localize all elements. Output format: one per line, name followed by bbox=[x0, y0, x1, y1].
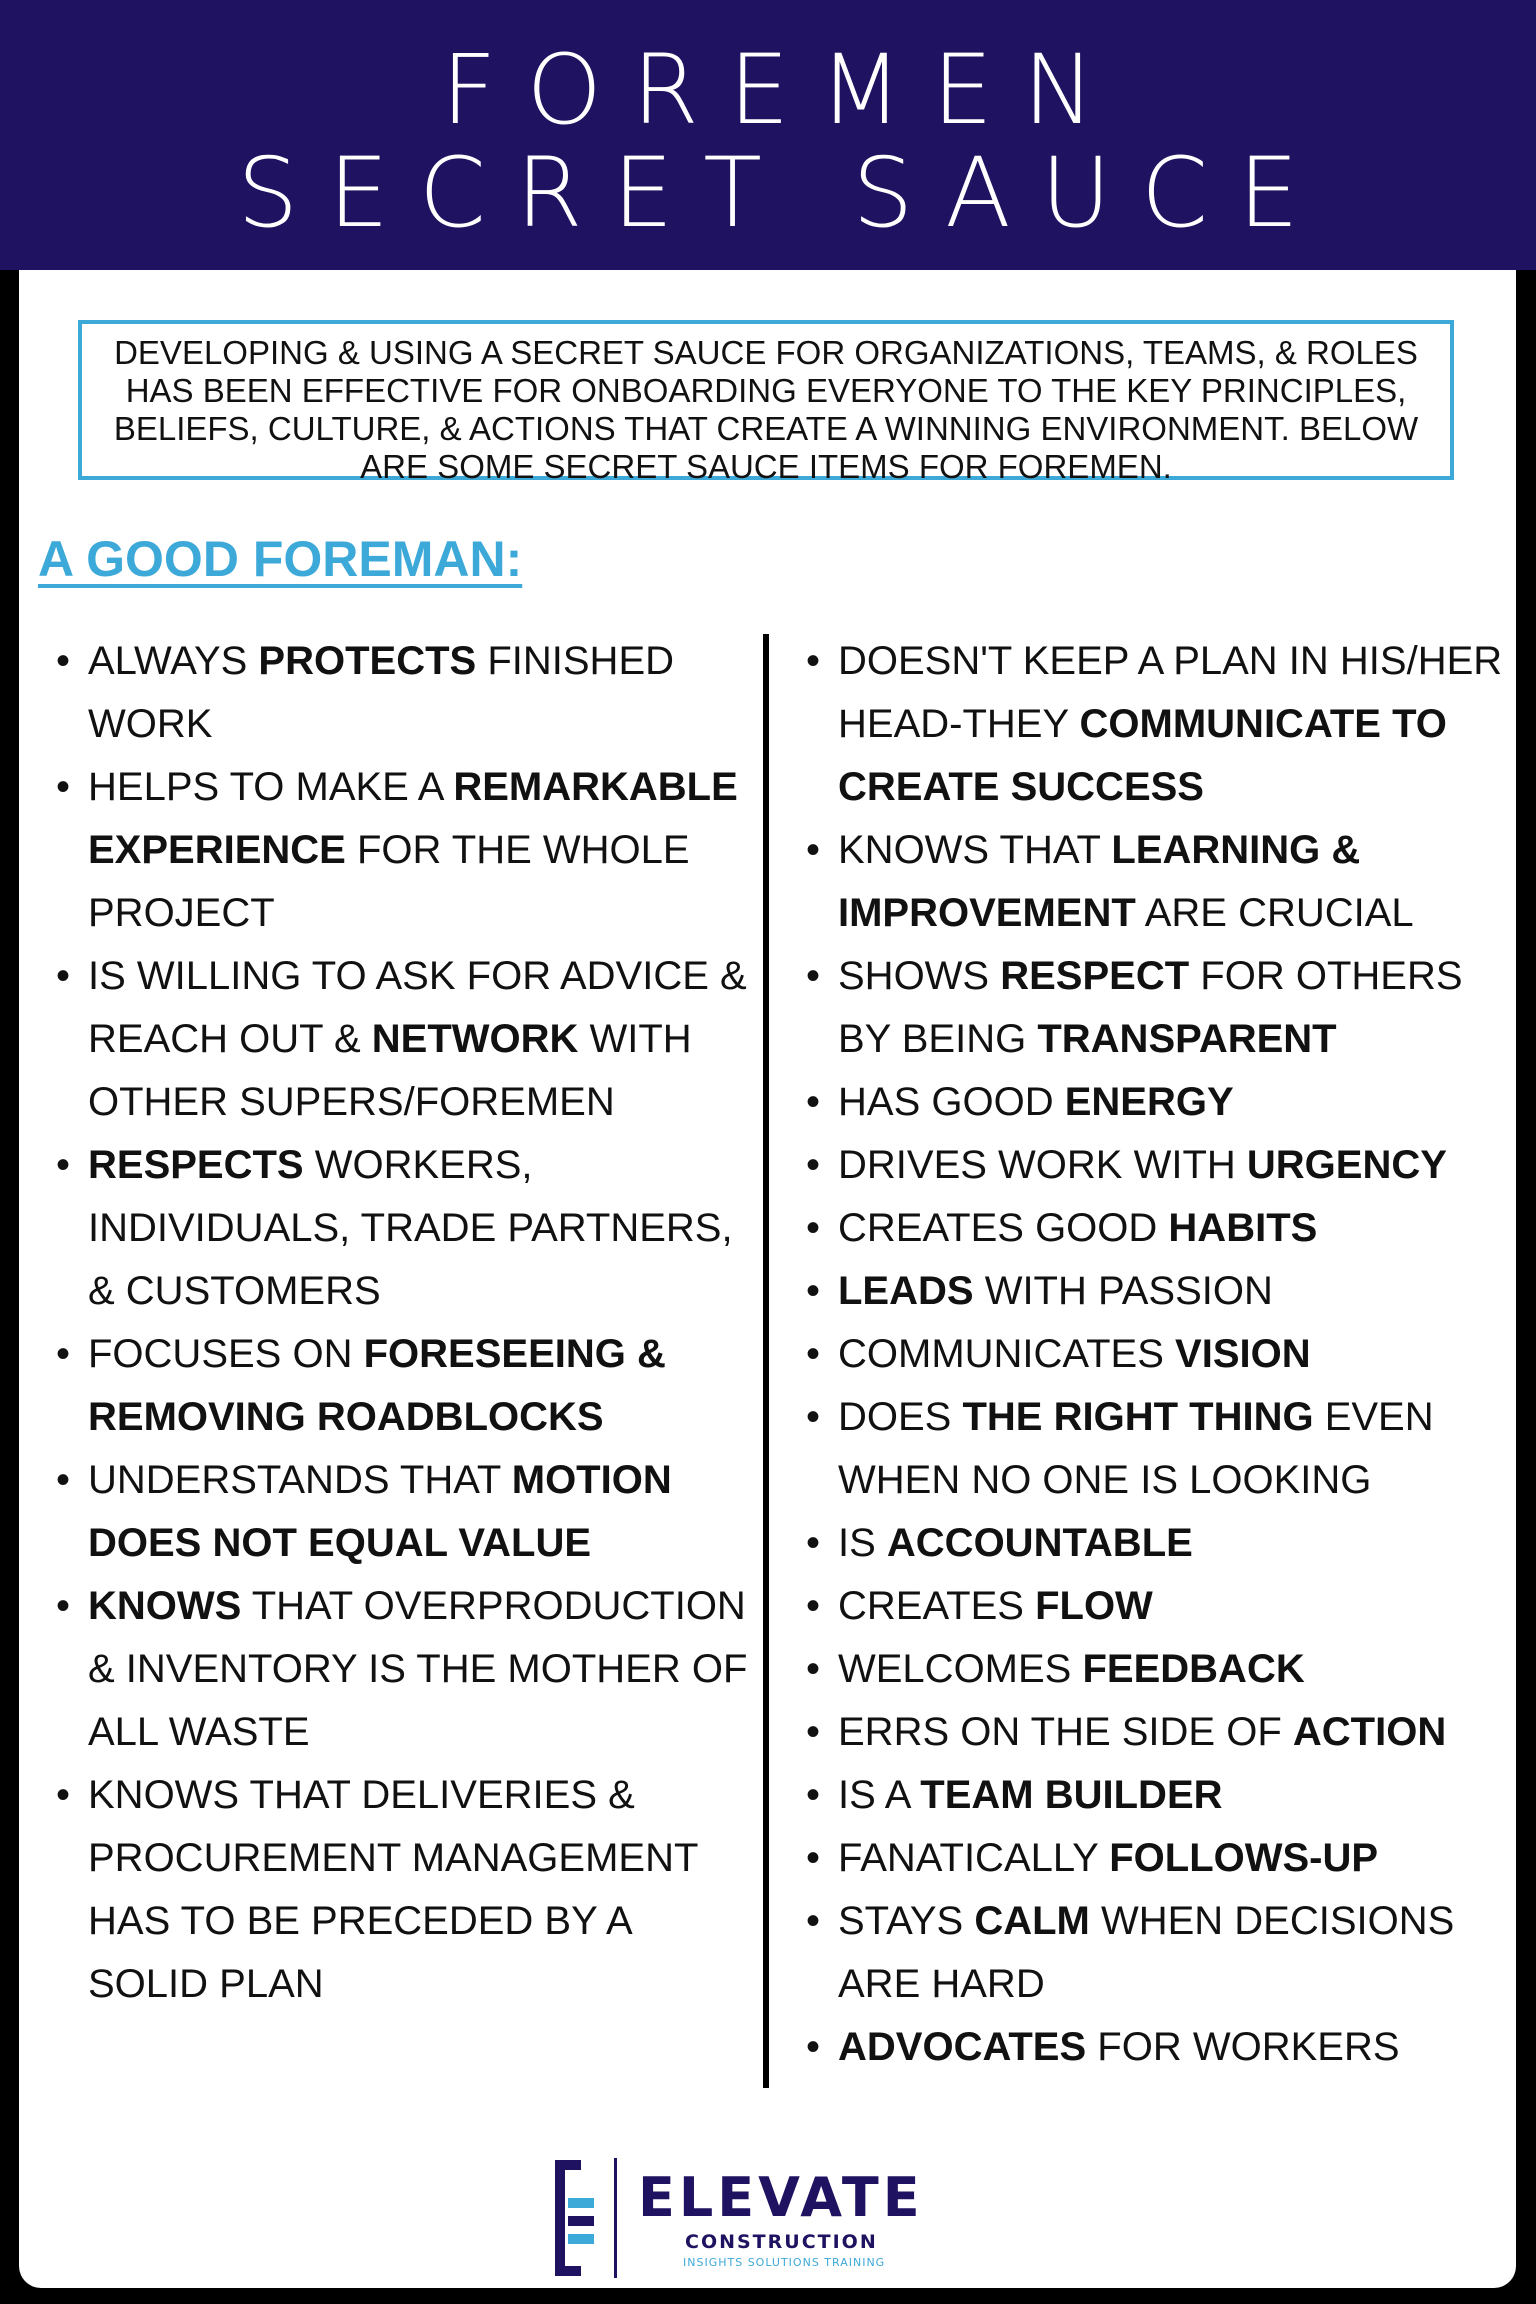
logo-name: ELEVATE bbox=[638, 2166, 924, 2229]
list-item bbox=[800, 1386, 1520, 1512]
item-text: WORKERS, INDIVIDUALS, TRADE PARTNERS, & CUSTOMERS bbox=[88, 1143, 733, 1313]
section-heading: A GOOD FOREMAN: bbox=[38, 531, 523, 587]
item-text: COMMUNICATES bbox=[838, 1332, 1176, 1376]
item-text: KNOWS THAT bbox=[838, 828, 1112, 872]
list-item bbox=[800, 2016, 1520, 2079]
list-item bbox=[800, 630, 1520, 819]
left-list bbox=[50, 630, 750, 2016]
emphasis-text: FEEDBACK bbox=[1082, 1647, 1305, 1691]
emphasis-text: HABITS bbox=[1168, 1206, 1318, 1250]
list-item bbox=[800, 819, 1520, 945]
item-text: ARE CRUCIAL bbox=[1135, 891, 1414, 935]
emphasis-text: URGENCY bbox=[1246, 1143, 1447, 1187]
list-item bbox=[800, 1890, 1520, 2016]
item-text: UNDERSTANDS THAT bbox=[88, 1458, 512, 1502]
list-item bbox=[800, 1512, 1520, 1575]
bullet-icon: • bbox=[806, 1647, 821, 1691]
emphasis-text: TRANSPARENT bbox=[1037, 1017, 1337, 1061]
emphasis-text: CALM bbox=[974, 1899, 1090, 1943]
intro-box: DEVELOPING & USING A SECRET SAUCE FOR ORGANIZATIONS, TEAMS, & ROLES HAS BEEN EFFECTIVE FOR ONBOARDING EVERYONE TO THE KEY PRINCIPLES, BELIEFS, CULTURE, & ACTIONS THAT CREATE A WINNING ENVIRONMENT. BELOW ARE SOME SECRET SAUCE ITEMS FOR FOREMEN. bbox=[78, 320, 1454, 480]
list-item bbox=[800, 945, 1520, 1071]
list-item bbox=[50, 1134, 750, 1323]
emphasis-text: RESPECTS bbox=[88, 1143, 304, 1187]
emphasis-text: LEADS bbox=[838, 1269, 974, 1313]
logo-sub: CONSTRUCTION bbox=[685, 2231, 878, 2253]
emphasis-text: FORESEEING & REMOVING ROADBLOCKS bbox=[88, 1332, 666, 1439]
emphasis-text: MOTION DOES NOT EQUAL VALUE bbox=[88, 1458, 672, 1565]
right-list bbox=[800, 630, 1520, 2079]
emphasis-text: REMARKABLE EXPERIENCE bbox=[88, 765, 738, 872]
emphasis-text: KNOWS bbox=[88, 1584, 242, 1628]
emphasis-text: NETWORK bbox=[371, 1017, 579, 1061]
bullet-icon: • bbox=[806, 1143, 821, 1187]
item-text: STAYS bbox=[838, 1899, 975, 1943]
list-item bbox=[50, 630, 750, 756]
list-item bbox=[800, 1638, 1520, 1701]
list-item bbox=[50, 1575, 750, 1764]
list-item bbox=[800, 1764, 1520, 1827]
bullet-icon: • bbox=[56, 639, 71, 683]
item-text: SHOWS bbox=[838, 954, 1001, 998]
emphasis-text: PROTECTS bbox=[258, 639, 477, 683]
item-text: WHEN DECISIONS ARE HARD bbox=[838, 1899, 1455, 2006]
list-item bbox=[800, 1134, 1520, 1197]
emphasis-text: ADVOCATES bbox=[838, 2025, 1087, 2069]
logo-tagline: INSIGHTS SOLUTIONS TRAINING bbox=[683, 2256, 886, 2269]
emphasis-text: COMMUNICATE TO CREATE SUCCESS bbox=[838, 702, 1447, 809]
list-item bbox=[800, 1260, 1520, 1323]
column-divider bbox=[763, 634, 769, 2088]
bullet-icon: • bbox=[806, 639, 821, 683]
item-text: FOR THE WHOLE PROJECT bbox=[88, 828, 690, 935]
item-text: DRIVES WORK WITH bbox=[838, 1143, 1247, 1187]
emphasis-text: FOLLOWS-UP bbox=[1109, 1836, 1379, 1880]
emphasis-text: FLOW bbox=[1035, 1584, 1153, 1628]
bullet-icon: • bbox=[806, 954, 821, 998]
logo-mark-icon bbox=[555, 2160, 594, 2276]
list-item bbox=[800, 1197, 1520, 1260]
item-text: IS A bbox=[838, 1773, 921, 1817]
list-item bbox=[800, 1071, 1520, 1134]
item-text: FANATICALLY bbox=[838, 1836, 1110, 1880]
bullet-icon: • bbox=[806, 1269, 821, 1313]
item-text: ERRS ON THE SIDE OF bbox=[838, 1710, 1293, 1754]
list-item bbox=[800, 1827, 1520, 1890]
list-item bbox=[800, 1323, 1520, 1386]
bullet-icon: • bbox=[56, 765, 71, 809]
item-text: FINISHED WORK bbox=[88, 639, 675, 746]
item-text: THAT OVERPRODUCTION & INVENTORY IS THE MOTHER OF ALL WASTE bbox=[88, 1584, 748, 1754]
bullet-icon: • bbox=[806, 1206, 821, 1250]
list-item bbox=[50, 756, 750, 945]
item-text: WITH PASSION bbox=[973, 1269, 1273, 1313]
bullet-icon: • bbox=[806, 1836, 821, 1880]
item-text: FOCUSES ON bbox=[88, 1332, 364, 1376]
emphasis-text: TEAM BUILDER bbox=[920, 1773, 1223, 1817]
list-item bbox=[800, 1701, 1520, 1764]
emphasis-text: THE RIGHT THING bbox=[962, 1395, 1314, 1439]
bullet-icon: • bbox=[56, 954, 71, 998]
item-text: FOR WORKERS bbox=[1086, 2025, 1400, 2069]
bullet-icon: • bbox=[806, 1899, 821, 1943]
page-title-line2: SECRET SAUCE bbox=[237, 137, 1329, 249]
bullet-icon: • bbox=[56, 1143, 71, 1187]
emphasis-text: LEARNING & IMPROVEMENT bbox=[838, 828, 1361, 935]
item-text: HAS GOOD bbox=[838, 1080, 1065, 1124]
list-item bbox=[50, 1449, 750, 1575]
item-text: IS WILLING TO ASK FOR ADVICE & REACH OUT & bbox=[88, 954, 747, 1061]
item-text: FOR OTHERS BY BEING bbox=[838, 954, 1463, 1061]
page-title-line1: FOREMEN bbox=[441, 34, 1125, 146]
item-text: DOES bbox=[838, 1395, 963, 1439]
item-text: KNOWS THAT DELIVERIES & PROCUREMENT MANAGEMENT HAS TO BE PRECEDED BY A SOLID PLAN bbox=[88, 1773, 698, 2006]
item-text: DOESN'T KEEP A PLAN IN HIS/HER HEAD-THEY bbox=[838, 639, 1503, 746]
bullet-icon: • bbox=[806, 1773, 821, 1817]
bullet-icon: • bbox=[56, 1458, 71, 1502]
emphasis-text: ENERGY bbox=[1064, 1080, 1234, 1124]
item-text: HELPS TO MAKE A bbox=[88, 765, 454, 809]
emphasis-text: VISION bbox=[1175, 1332, 1311, 1376]
list-item bbox=[50, 1764, 750, 2016]
bullet-icon: • bbox=[806, 1080, 821, 1124]
bullet-icon: • bbox=[806, 1332, 821, 1376]
header-banner bbox=[0, 0, 1536, 270]
emphasis-text: RESPECT bbox=[1000, 954, 1190, 998]
item-text: WELCOMES bbox=[838, 1647, 1083, 1691]
emphasis-text: ACTION bbox=[1292, 1710, 1447, 1754]
bullet-icon: • bbox=[56, 1584, 71, 1628]
item-text: WITH OTHER SUPERS/FOREMEN bbox=[88, 1017, 692, 1124]
item-text: CREATES bbox=[838, 1584, 1036, 1628]
list-item bbox=[800, 1575, 1520, 1638]
item-text: EVEN WHEN NO ONE IS LOOKING bbox=[838, 1395, 1434, 1502]
bullet-icon: • bbox=[56, 1332, 71, 1376]
bullet-icon: • bbox=[806, 1521, 821, 1565]
item-text: ALWAYS bbox=[88, 639, 259, 683]
bullet-icon: • bbox=[806, 1584, 821, 1628]
item-text: IS bbox=[838, 1521, 887, 1565]
bullet-icon: • bbox=[806, 2025, 821, 2069]
bullet-icon: • bbox=[806, 828, 821, 872]
bullet-icon: • bbox=[806, 1395, 821, 1439]
list-item bbox=[50, 1323, 750, 1449]
emphasis-text: ACCOUNTABLE bbox=[886, 1521, 1193, 1565]
bullet-icon: • bbox=[806, 1710, 821, 1754]
bullet-icon: • bbox=[56, 1773, 71, 1817]
item-text: CREATES GOOD bbox=[838, 1206, 1169, 1250]
elevate-logo bbox=[550, 2158, 990, 2278]
list-item bbox=[50, 945, 750, 1134]
